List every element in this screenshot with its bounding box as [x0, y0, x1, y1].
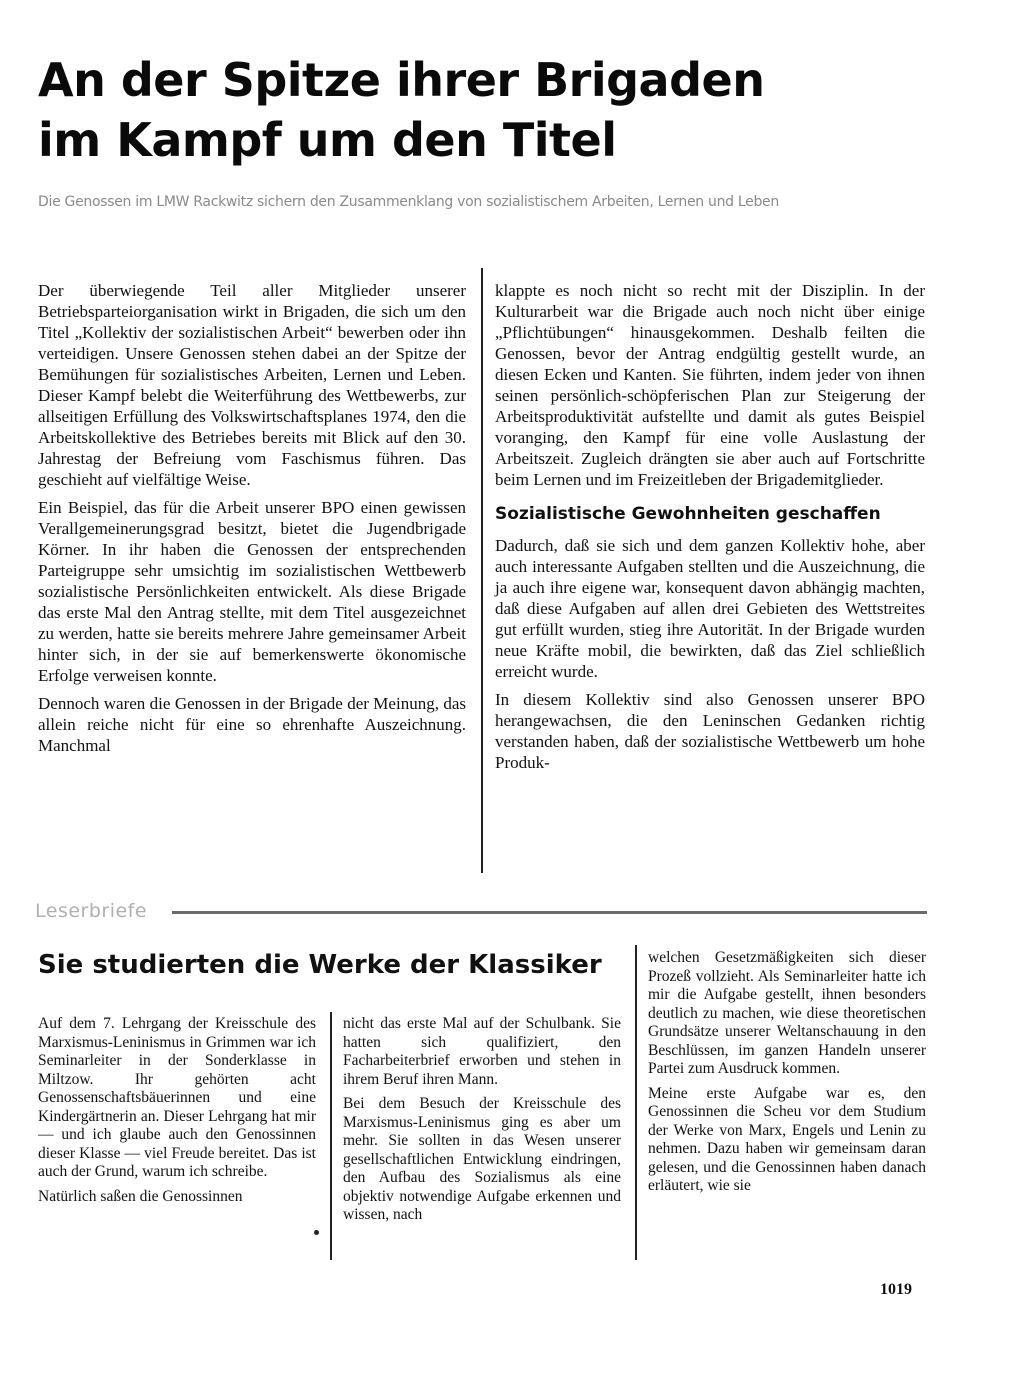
page-number: 1019 [880, 1281, 912, 1298]
column-divider [635, 945, 637, 1260]
paragraph: welchen Gesetzmäßigkeiten sich dieser Prozeß vollzieht. Als Seminarleiter hatte ich mir die Aufgabe gestellt, ihnen besonders deutlich zu machen, wie diese theoretischen Grundsätze unserer Weltanschauung in den Beschlüssen, im ganzen Handeln unserer Partei zum Ausdruck kommen. [648, 949, 926, 1077]
article-column-2 [495, 280, 925, 780]
paragraph: Auf dem 7. Lehrgang der Kreisschule des Marxismus-Leninismus in Grimmen war ich Seminarleiter in der Sonderklasse in Miltzow. Ihr gehörten acht Genossenschaftsbäuerinnen und eine Kindergärtnerin an. Dieser Lehrgang hat mir — und ich glaube auch den Genossinnen dieser Klasse — viel Freude bereitet. Das ist auch der Grund, warum ich schreibe. [38, 1015, 316, 1180]
paragraph: Bei dem Besuch der Kreisschule des Marxismus-Leninismus ging es aber um mehr. Sie sollten in das Wesen unserer gesellschaftlichen Entwicklung eindringen, den Aufbau des Sozialismus als eine objektiv notwendige Aufgabe erkennen und wissen, nach [343, 1095, 621, 1223]
paragraph: Natürlich saßen die Genossinnen [38, 1187, 243, 1205]
article-title [38, 50, 938, 170]
paragraph: In diesem Kollektiv sind also Genossen unserer BPO herangewachsen, die den Leninschen Gedanken richtig verstanden haben, daß der sozialistische Wettbewerb um hohe Produk- [495, 690, 925, 772]
paragraph: Ein Beispiel, das für die Arbeit unserer BPO einen gewissen Verallgemeinerungsgrad besitzt, bietet die Jugendbrigade Körner. In ihr haben die Genossen der entsprechenden Parteigruppe sehr umsichtig im sozialistischen Wettbewerb sozialistische Persönlichkeiten entwickelt. Als diese Brigade das erste Mal den Antrag stellte, mit dem Titel ausgezeichnet zu werden, hatte sie bereits mehrere Jahre gemeinsamer Arbeit hinter sich, in der sie auf bemerkenswerte ökonomische Erfolge verweisen konnte. [38, 498, 466, 685]
column-divider [330, 1012, 332, 1260]
letter-heading: Sie studierten die Werke der Klassiker [38, 950, 602, 980]
title-line-2: im Kampf um den Titel [38, 113, 617, 167]
article-column-1 [38, 280, 466, 763]
paragraph: klappte es noch nicht so recht mit der Disziplin. In der Kulturarbeit war die Brigade auch noch nicht über einige „Pflichtübungen“ hinausgekommen. Deshalb feilten die Genossen, bevor der Antrag endgültig gestellt wurde, an diesen Ecken und Kanten. Sie führten, indem jeder von ihnen seinen persönlich-schöpferischen Plan zur Steigerung der Arbeitsproduktivität aufstellte und damit als gutes Beispiel voranging, den Kampf für eine volle Auslastung der Arbeitszeit. Zugleich drängten sie aber auch auf Fortschritte beim Lernen und im Freizeitleben der Brigademitglieder. [495, 281, 925, 489]
letter-column-2 [343, 1015, 621, 1231]
column-divider [481, 268, 483, 873]
letter-column-3 [648, 949, 926, 1202]
section-label-leserbriefe: Leserbriefe [35, 900, 148, 922]
paragraph: Dadurch, daß sie sich und dem ganzen Kollektiv hohe, aber auch interessante Aufgaben stellten und die Auszeichnung, die ja auch ihre eigene war, konsequent davon abhängig machten, daß diese Aufgaben auf allen drei Gebieten des Wettstreites gut erfüllt wurden, stieg ihre Autorität. In der Brigade wurden neue Kräfte mobil, die bewirkten, daß das Ziel schließlich erreicht wurde. [495, 536, 925, 681]
article-subtitle: Die Genossen im LMW Rackwitz sichern den Zusammenklang von sozialistischem Arbeiten, Lernen und Leben [38, 194, 779, 210]
letter-column-1 [38, 1015, 316, 1212]
section-rule [172, 911, 927, 914]
paragraph: nicht das erste Mal auf der Schulbank. Sie hatten sich qualifiziert, den Facharbeiterbrief erworben und stehen in ihrem Beruf ihren Mann. [343, 1015, 621, 1088]
paragraph: Dennoch waren die Genossen in der Brigade der Meinung, das allein reiche nicht für eine so ehrenhafte Auszeichnung. Manchmal [38, 694, 466, 755]
section-subheading: Sozialistische Gewohnheiten geschaffen [495, 504, 881, 524]
paragraph: Der überwiegende Teil aller Mitglieder unserer Betriebsparteiorganisation wirkt in Brigaden, die sich um den Titel „Kollektiv der sozialistischen Arbeit“ bewerben oder ihn verteidigen. Unsere Genossen stehen dabei an der Spitze der Bemühungen für sozialistisches Arbeiten, Lernen und Leben. Dieser Kampf belebt die Weiterführung des Wettbewerbs, zur allseitigen Erfüllung des Volkswirtschaftsplanes 1974, den die Arbeitskollektive des Betriebes bereits mit Blick auf den 30. Jahrestag der Befreiung vom Faschismus führen. Das geschieht auf vielfältige Weise. [38, 281, 466, 489]
paragraph: Meine erste Aufgabe war es, den Genossinnen die Scheu vor dem Studium der Werke von Marx, Engels und Lenin zu nehmen. Dazu haben wir gemeinsam daran gelesen, und die Genossinnen haben danach erläutert, wie sie [648, 1084, 926, 1194]
title-line-1: An der Spitze ihrer Brigaden [38, 53, 765, 107]
bullet-mark [314, 1230, 319, 1235]
